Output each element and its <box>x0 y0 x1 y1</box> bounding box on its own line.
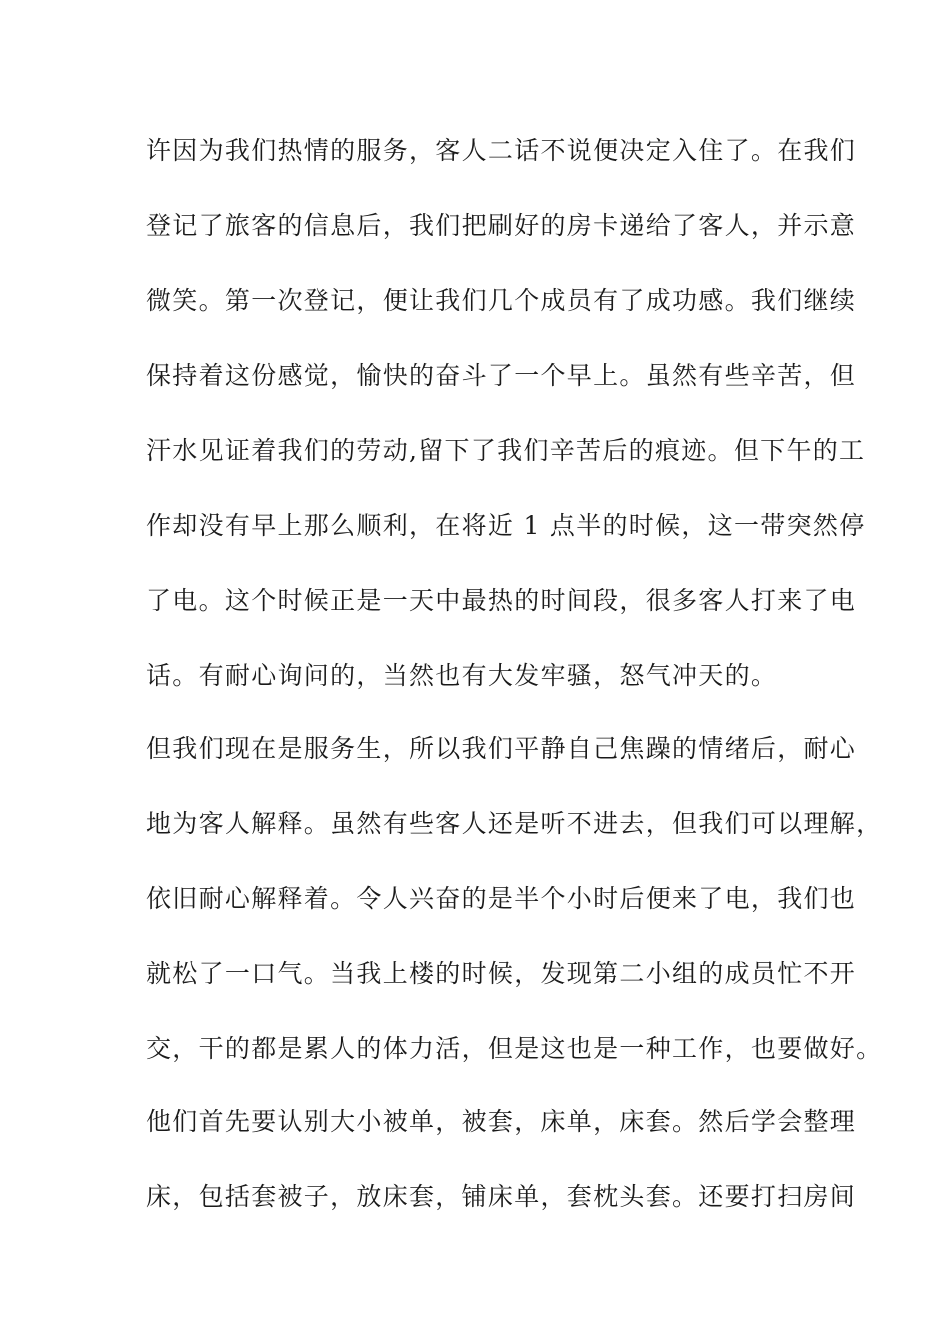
text-line: 交，干的都是累人的体力活，但是这也是一种工作，也要做好。 <box>146 1034 883 1063</box>
text-line: 话。有耐心询问的，当然也有大发牢骚，怒气冲天的。 <box>146 661 778 690</box>
text-line: 汗水见证着我们的劳动,留下了我们辛苦后的痕迹。但下午的工 <box>146 436 866 465</box>
text-line: 作却没有早上那么顺利，在将近 1 点半的时候，这一带突然停 <box>146 511 866 540</box>
text-line: 保持着这份感觉，愉快的奋斗了一个早上。虽然有些辛苦，但 <box>146 361 857 390</box>
text-line: 许因为我们热情的服务，客人二话不说便决定入住了。在我们 <box>146 136 857 165</box>
text-line: 就松了一口气。当我上楼的时候，发现第二小组的成员忙不开 <box>146 959 857 988</box>
text-line: 床，包括套被子，放床套，铺床单，套枕头套。还要打扫房间 <box>146 1182 857 1211</box>
text-line: 依旧耐心解释着。令人兴奋的是半个小时后便来了电，我们也 <box>146 884 857 913</box>
text-line: 了电。这个时候正是一天中最热的时间段，很多客人打来了电 <box>146 586 857 615</box>
text-line: 但我们现在是服务生，所以我们平静自己焦躁的情绪后，耐心 <box>146 734 857 763</box>
text-line: 登记了旅客的信息后，我们把刷好的房卡递给了客人，并示意 <box>146 211 857 240</box>
text-line: 他们首先要认别大小被单，被套，床单，床套。然后学会整理 <box>146 1107 857 1136</box>
text-line: 地为客人解释。虽然有些客人还是听不进去，但我们可以理解， <box>146 809 883 838</box>
text-line: 微笑。第一次登记，便让我们几个成员有了成功感。我们继续 <box>146 286 857 315</box>
